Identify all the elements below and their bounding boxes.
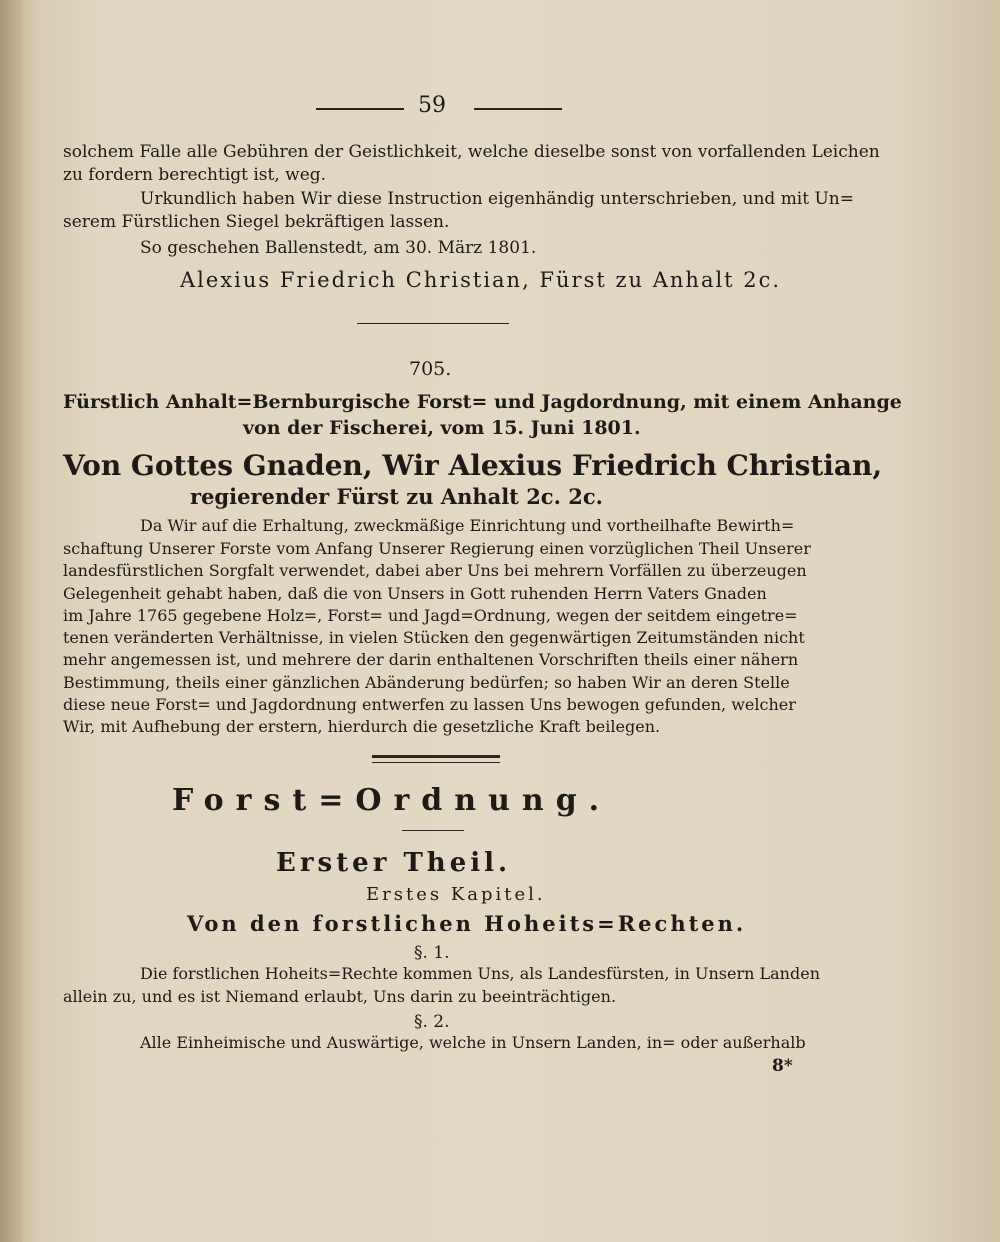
body-line: diese neue Forst= und Jagdordnung entwerfen zu lassen Uns bewogen gefunden, welcher <box>63 695 796 714</box>
part-title: Erster Theil. <box>276 848 512 878</box>
chapter-title: Von den forstlichen Hoheits=Rechten. <box>187 911 747 936</box>
text-line: solchem Falle alle Gebühren der Geistlichkeit, welche dieselbe sonst von vorfallenden Leichen <box>63 142 880 162</box>
book-gutter <box>0 0 22 1242</box>
header-rule-right <box>474 108 562 110</box>
body-line: mehr angemessen ist, und mehrere der darin enthaltenen Vorschriften theils einer nähern <box>63 650 799 669</box>
paragraph-line: allein zu, und es ist Niemand erlaubt, Uns darin zu beeinträchtigen. <box>63 987 617 1006</box>
section-divider <box>357 323 509 324</box>
paragraph-label: §. 2. <box>414 1012 450 1032</box>
text-line: serem Fürstlichen Siegel bekräftigen lassen. <box>63 212 450 232</box>
paragraph-line: Die forstlichen Hoheits=Rechte kommen Uns, als Landesfürsten, in Unsern Landen <box>140 964 820 983</box>
text-line: So geschehen Ballenstedt, am 30. März 1801. <box>140 238 537 258</box>
text-line: Urkundlich haben Wir diese Instruction eigenhändig unterschrieben, und mit Un= <box>140 189 854 209</box>
section-title: von der Fischerei, vom 15. Juni 1801. <box>243 417 641 439</box>
double-rule-bottom <box>372 762 500 763</box>
header-rule-left <box>316 108 404 110</box>
ordnung-rule <box>402 830 464 831</box>
page-number: 59 <box>418 93 446 118</box>
paragraph-label: §. 1. <box>414 943 450 963</box>
signature-line: Alexius Friedrich Christian, Fürst zu Anhalt 2c. <box>180 268 782 292</box>
heading-line: regierender Fürst zu Anhalt 2c. 2c. <box>190 484 603 509</box>
ordnung-title: Forst=Ordnung. <box>172 783 612 818</box>
body-line: tenen veränderten Verhältnisse, in vielen Stücken den gegenwärtigen Zeitumständen nicht <box>63 628 805 647</box>
paragraph-line: Alle Einheimische und Auswärtige, welche in Unsern Landen, in= oder außerhalb <box>140 1033 806 1052</box>
body-line: schaftung Unserer Forste vom Anfang Unserer Regierung einen vorzüglichen Theil Unserer <box>63 539 811 558</box>
chapter-label: Erstes Kapitel. <box>366 884 546 905</box>
section-number: 705. <box>409 358 452 380</box>
body-line: landesfürstlichen Sorgfalt verwendet, dabei aber Uns bei mehrern Vorfällen zu überzeugen <box>63 561 807 580</box>
body-line: Da Wir auf die Erhaltung, zweckmäßige Einrichtung und vortheilhafte Bewirth= <box>140 516 795 535</box>
double-rule-top <box>372 755 500 758</box>
section-title: Fürstlich Anhalt=Bernburgische Forst= und Jagdordnung, mit einem Anhange <box>63 391 902 413</box>
body-line: Wir, mit Aufhebung der erstern, hierdurch die gesetzliche Kraft beilegen. <box>63 717 661 736</box>
heading-line: Von Gottes Gnaden, Wir Alexius Friedrich Christian, <box>63 449 883 482</box>
body-line: Bestimmung, theils einer gänzlichen Abänderung bedürfen; so haben Wir an deren Stelle <box>63 673 790 692</box>
body-line: im Jahre 1765 gegebene Holz=, Forst= und Jagd=Ordnung, wegen der seitdem eingetre= <box>63 606 798 625</box>
text-line: zu fordern berechtigt ist, weg. <box>63 165 327 185</box>
signature-mark: 8* <box>772 1056 793 1076</box>
body-line: Gelegenheit gehabt haben, daß die von Unsers in Gott ruhenden Herrn Vaters Gnaden <box>63 584 767 603</box>
